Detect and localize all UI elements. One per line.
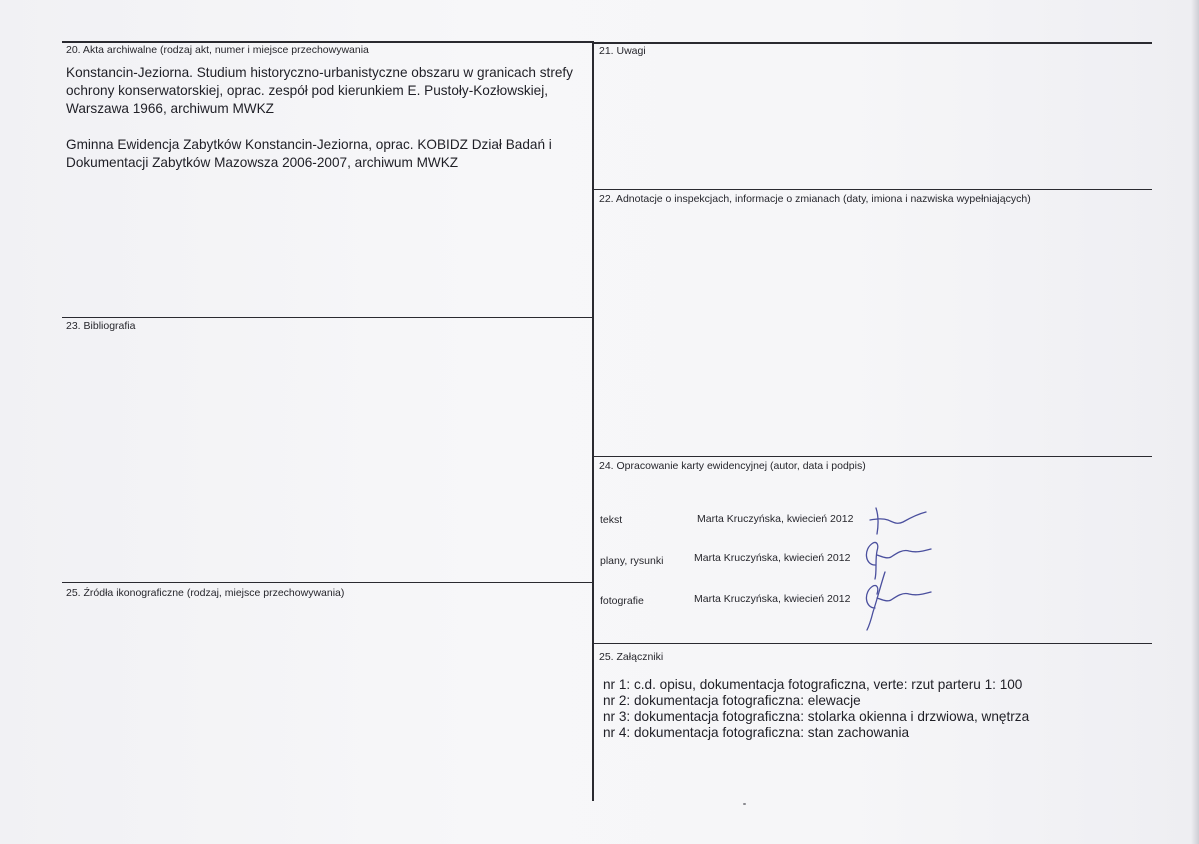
archive-entry-2: Gminna Ewidencja Zabytków Konstancin-Jeziorna, oprac. KOBIDZ Dział Badań i Dokumentacji Zabytków Mazowsza 2006-2007, archiwum MWKZ xyxy=(66,137,552,170)
attachment-2: nr 2: dokumentacja fotograficzna: elewacje xyxy=(603,693,861,708)
section-20-label: 20. Akta archiwalne (rodzaj akt, numer i miejsce przechowywania xyxy=(66,44,369,56)
rule-25-left xyxy=(62,582,594,583)
section-24-label: 24. Opracowanie karty ewidencyjnej (autor, data i podpis) xyxy=(599,460,866,472)
center-vertical-rule xyxy=(592,41,594,801)
section-23-label: 23. Bibliografia xyxy=(66,320,136,332)
rule-23 xyxy=(62,317,594,318)
section-25-right-label: 25. Załączniki xyxy=(599,651,664,663)
section-22-label: 22. Adnotacje o inspekcjach, informacje o zmianach (daty, imiona i nazwiska wypełniających) xyxy=(599,193,1031,205)
row-fotografie-label: fotografie xyxy=(600,595,644,607)
section-25-left-label: 25. Źródła ikonograficzne (rodzaj, miejsce przechowywania) xyxy=(66,587,345,599)
rule-22 xyxy=(594,189,1152,190)
archive-entry-1: Konstancin-Jeziorna. Studium historyczno-urbanistyczne obszaru w granicach strefy ochrony konserwatorskiej, oprac. zespół pod kierunkiem E. Pustoły-Kozłowskiej, Warszawa 1966, archiwum MWKZ xyxy=(66,65,573,116)
attachment-3: nr 3: dokumentacja fotograficzna: stolarka okienna i drzwiowa, wnętrza xyxy=(603,709,1030,724)
row-fotografie-author: Marta Kruczyńska, kwiecień 2012 xyxy=(694,593,851,605)
top-right-rule xyxy=(594,42,1152,44)
signature-fotografie xyxy=(855,570,935,632)
row-plany-label: plany, rysunki xyxy=(600,555,664,567)
rule-24 xyxy=(594,456,1152,457)
section-20-content xyxy=(66,64,588,172)
attachment-1: nr 1: c.d. opisu, dokumentacja fotograficzna, verte: rzut parteru 1: 100 xyxy=(603,677,1023,692)
signature-tekst xyxy=(862,500,932,540)
attachment-4: nr 4: dokumentacja fotograficzna: stan zachowania xyxy=(603,725,910,740)
row-tekst-label: tekst xyxy=(600,514,623,526)
paper-edge-shadow xyxy=(1191,0,1199,844)
top-left-rule xyxy=(62,41,594,43)
paper-speck xyxy=(743,803,746,805)
row-plany-author: Marta Kruczyńska, kwiecień 2012 xyxy=(694,552,851,564)
rule-25-right xyxy=(594,643,1152,644)
row-tekst-author: Marta Kruczyńska, kwiecień 2012 xyxy=(697,513,854,525)
section-21-label: 21. Uwagi xyxy=(599,45,646,57)
